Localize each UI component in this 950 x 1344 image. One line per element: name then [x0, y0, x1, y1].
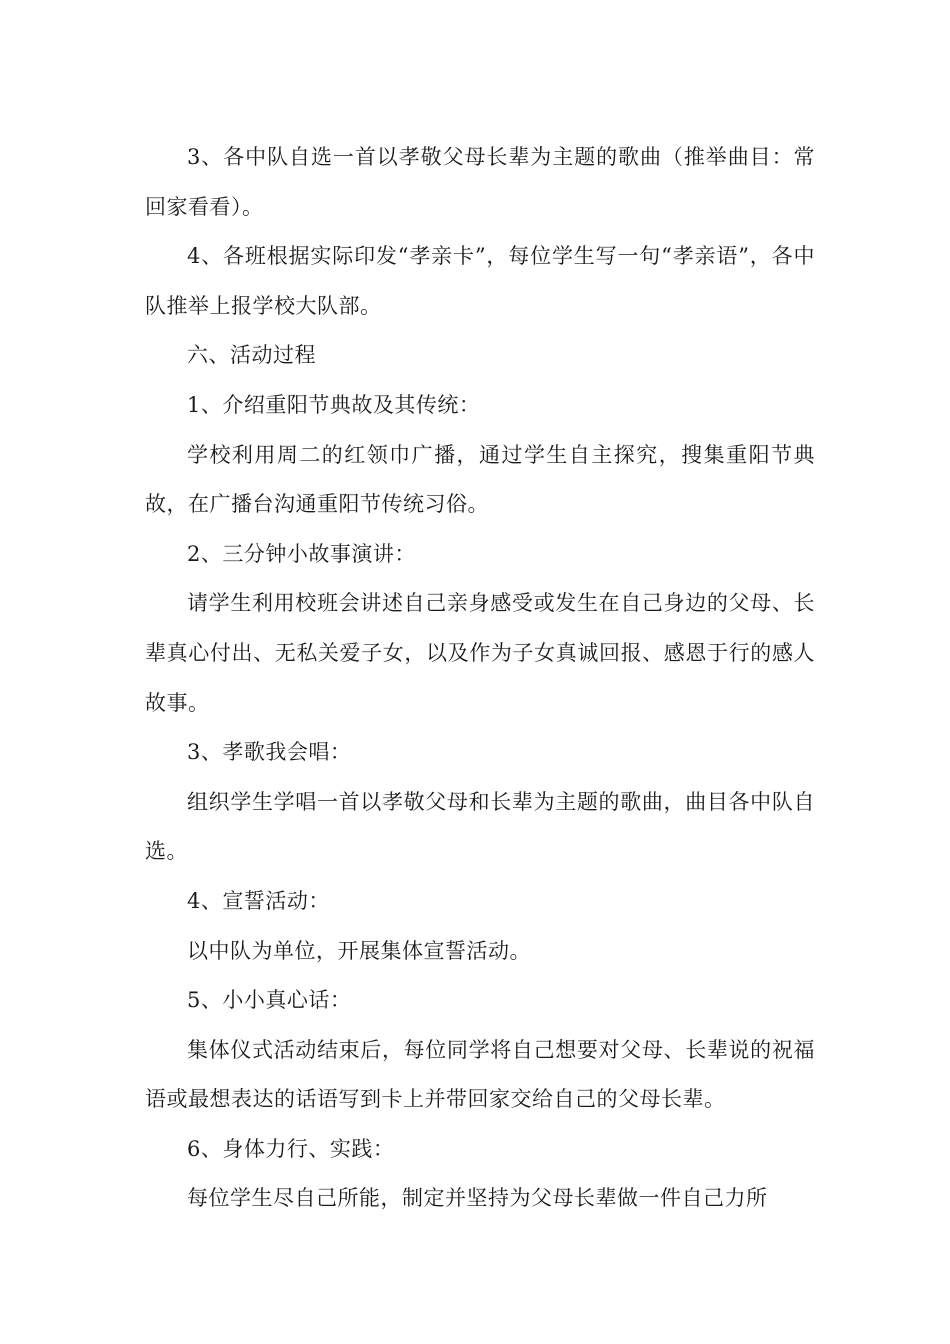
paragraph-1-body: 学校利用周二的红领巾广播，通过学生自主探究，搜集重阳节典故，在广播台沟通重阳节传统习俗。 — [145, 442, 815, 517]
paragraph-preparation-4: 4、各班根据实际印发“孝亲卡”，每位学生写一句“孝亲语”，各中队推举上报学校大队部。 — [145, 244, 815, 318]
section-heading-activity-process: 六、活动过程 — [187, 343, 316, 368]
paragraph-preparation-3: 3、各中队自选一首以孝敬父母长辈为主题的歌曲（推举曲目：常回家看看）。 — [145, 145, 815, 219]
subheading-4: 4、宣誓活动： — [187, 888, 330, 913]
paragraph-4-body: 以中队为单位，开展集体宣誓活动。 — [187, 938, 531, 963]
subheading-5: 5、小小真心话： — [187, 988, 352, 1013]
document-body — [145, 133, 815, 1224]
subheading-6: 6、身体力行、实践： — [187, 1136, 395, 1161]
subheading-1: 1、介绍重阳节典故及其传统： — [187, 392, 481, 417]
subheading-2: 2、三分钟小故事演讲： — [187, 541, 416, 566]
paragraph-2-body: 请学生利用校班会讲述自己亲身感受或发生在自己身边的父母、长辈真心付出、无私关爱子女，以及作为子女真诚回报、感恩于行的感人故事。 — [145, 591, 815, 715]
paragraph-6-body: 每位学生尽自己所能，制定并坚持为父母长辈做一件自己力所 — [187, 1186, 768, 1211]
paragraph-5-body: 集体仪式活动结束后，每位同学将自己想要对父母、长辈说的祝福语或最想表达的话语写到卡上并带回家交给自己的父母长辈。 — [145, 1037, 815, 1112]
subheading-3: 3、孝歌我会唱： — [187, 740, 352, 765]
paragraph-3-body: 组织学生学唱一首以孝敬父母和长辈为主题的歌曲，曲目各中队自选。 — [145, 789, 815, 864]
